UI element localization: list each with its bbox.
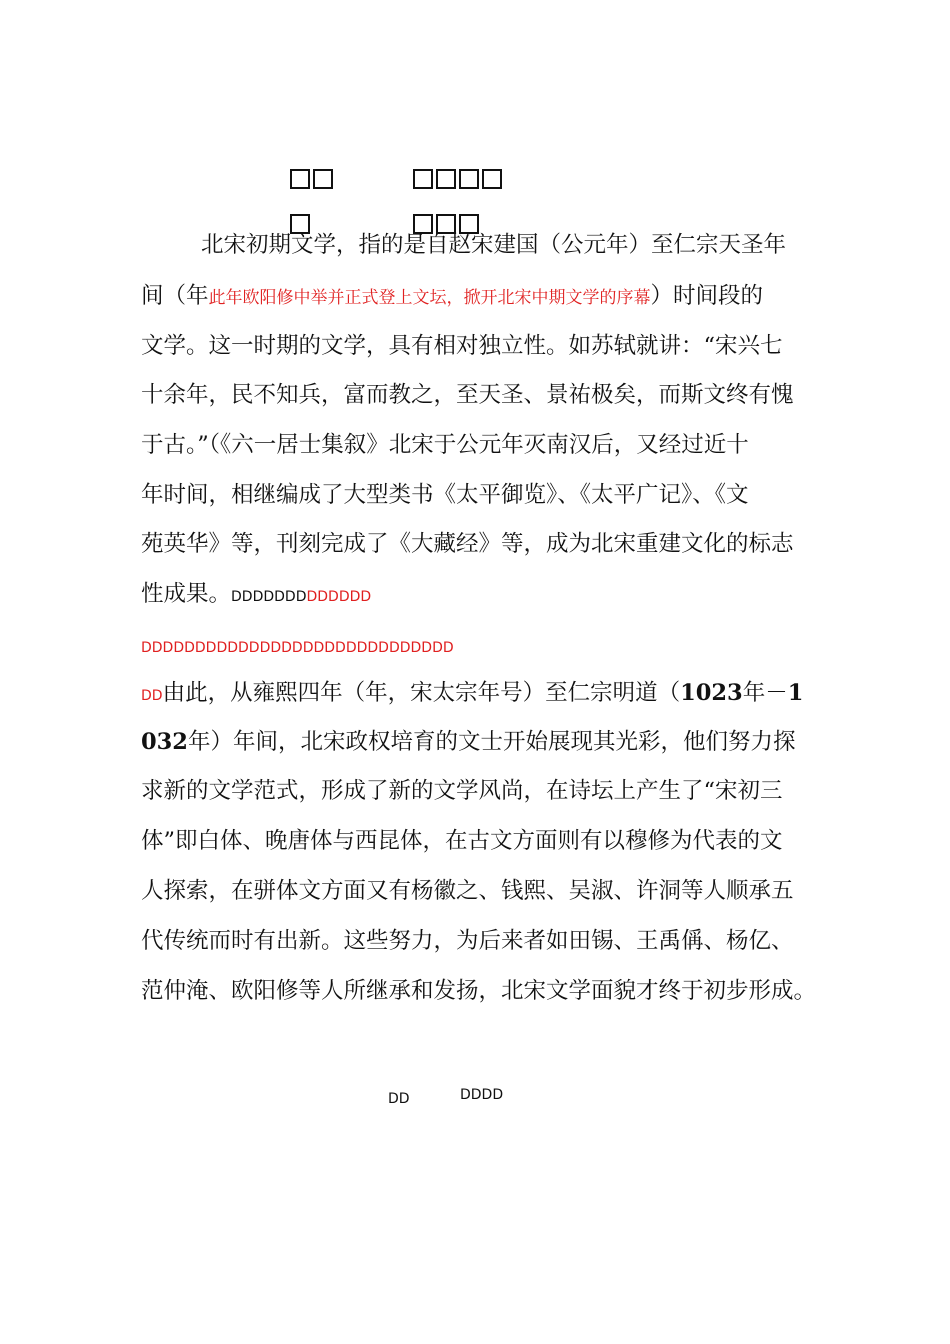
para2-line1: DD由此，从雍熙四年（年，宋太宗年号）至仁宗明道（1023年－1 (141, 680, 804, 706)
placeholder-dd: DD (141, 688, 163, 704)
para2-line2: 032年）年间，北宋政权培育的文士开始展现其光彩，他们努力探 (141, 729, 796, 755)
placeholder-red: DDDDDD (306, 589, 372, 605)
para2-line6: 代传统而时有出新。这些努力，为后来者如田锡、王禹偁、杨亿、 (141, 928, 794, 954)
para2-line7: 范仲淹、欧阳修等人所继承和发扬，北宋文学面貌才终于初步形成。 (141, 978, 817, 1004)
para2-line5: 人探索，在骈体文方面又有杨徽之、钱熙、吴淑、许洞等人顺承五 (141, 878, 794, 904)
red-annotation: 此年欧阳修中举并正式登上文坛，掀开北宋中期文学的序幕 (208, 288, 651, 308)
para1-line7: 苑英华》等，刊刻完成了《大藏经》等，成为北宋重建文化的标志 (141, 531, 794, 557)
para1-line6: 年时间，相继编成了大型类书《太平御览》、《太平广记》、《文 (141, 482, 749, 508)
heading-right-top (413, 166, 505, 190)
placeholder-line: DDDDDDDDDDDDDDDDDDDDDDDDDDDDD (141, 640, 454, 656)
para1-line2: 间（年此年欧阳修中举并正式登上文坛，掀开北宋中期文学的序幕）时间段的 (141, 283, 764, 309)
heading-left-top (290, 166, 336, 190)
para1-line5: 于古。”（《六一居士集叙》北宋于公元年灭南汉后，又经过近十 (141, 432, 749, 458)
para1-line4: 十余年，民不知兵，富而教之，至天圣、景祐极矣，而斯文终有愧 (141, 382, 794, 408)
footer-right: DDDD (460, 1087, 504, 1103)
placeholder-black: DDDDDDD (231, 589, 307, 605)
para2-line4: 体”即白体、晚唐体与西昆体，在古文方面则有以穆修为代表的文 (141, 828, 783, 854)
para1-line3: 文学。这一时期的文学，具有相对独立性。如苏轼就讲：“宋兴七 (141, 333, 783, 359)
para1-line1: 北宋初期文学，指的是自赵宋建国（公元年）至仁宗天圣年 (201, 232, 787, 258)
para1-line8: 性成果。DDDDDDDDDDDDD (141, 581, 372, 607)
para2-line3: 求新的文学范式，形成了新的文学风尚，在诗坛上产生了“宋初三 (141, 778, 783, 804)
footer-left: DD (388, 1091, 410, 1107)
